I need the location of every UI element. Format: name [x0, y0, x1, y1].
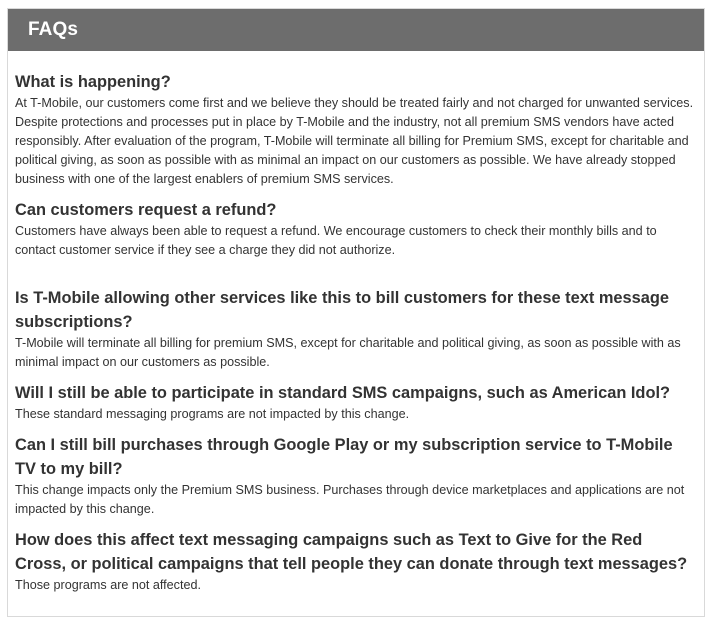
faq-question: How does this affect text messaging campaigns such as Text to Give for the Red Cross, or political campaigns that tell people they can donate through text messages?	[15, 531, 688, 573]
faq-question: What is happening?	[15, 73, 171, 91]
faq-question: Is T-Mobile allowing other services like this to bill customers for these text message subscriptions?	[15, 289, 670, 331]
faq-answer: Those programs are not affected.	[15, 578, 201, 592]
faq-question: Will I still be able to participate in standard SMS campaigns, such as American Idol?	[15, 384, 671, 402]
faq-answer: Customers have always been able to request a refund. We encourage customers to check their monthly bills and to contact customer service if they see a charge they did not authorize.	[15, 224, 657, 257]
faq-answer: These standard messaging programs are not impacted by this change.	[15, 407, 410, 421]
faq-question: Can customers request a refund?	[15, 201, 277, 219]
faq-answer: At T-Mobile, our customers come first and we believe they should be treated fairly and not charged for unwanted services. Despite protections and processes put in place by T-Mobile and the industry, not all premium SMS vendors have acted responsibly. After evaluation of the program, T-Mobile will terminate all billing for Premium SMS, except for charitable and political giving, as soon as possible with as minimal an impact on our customers as possible. We have already stopped business with one of the largest enablers of premium SMS services.	[15, 96, 694, 186]
faq-answer: T-Mobile will terminate all billing for premium SMS, except for charitable and political giving, as soon as possible with as minimal impact on our customers as possible.	[15, 336, 681, 369]
faq-item-refund	[15, 198, 696, 260]
faq-question: Can I still bill purchases through Google Play or my subscription service to T-Mobile TV to my bill?	[15, 436, 673, 478]
faq-answer: This change impacts only the Premium SMS business. Purchases through device marketplaces and applications are not impacted by this change.	[15, 483, 685, 516]
faq-item-standard-sms	[15, 381, 696, 424]
faq-item-other-services	[15, 286, 696, 372]
faq-item-what-is-happening	[15, 70, 696, 189]
faq-header	[8, 9, 704, 51]
page-title: FAQs	[28, 19, 79, 40]
faq-item-google-play	[15, 433, 696, 519]
faq-panel	[7, 8, 705, 617]
faq-item-text-to-give	[15, 528, 696, 595]
faq-list	[8, 51, 704, 595]
